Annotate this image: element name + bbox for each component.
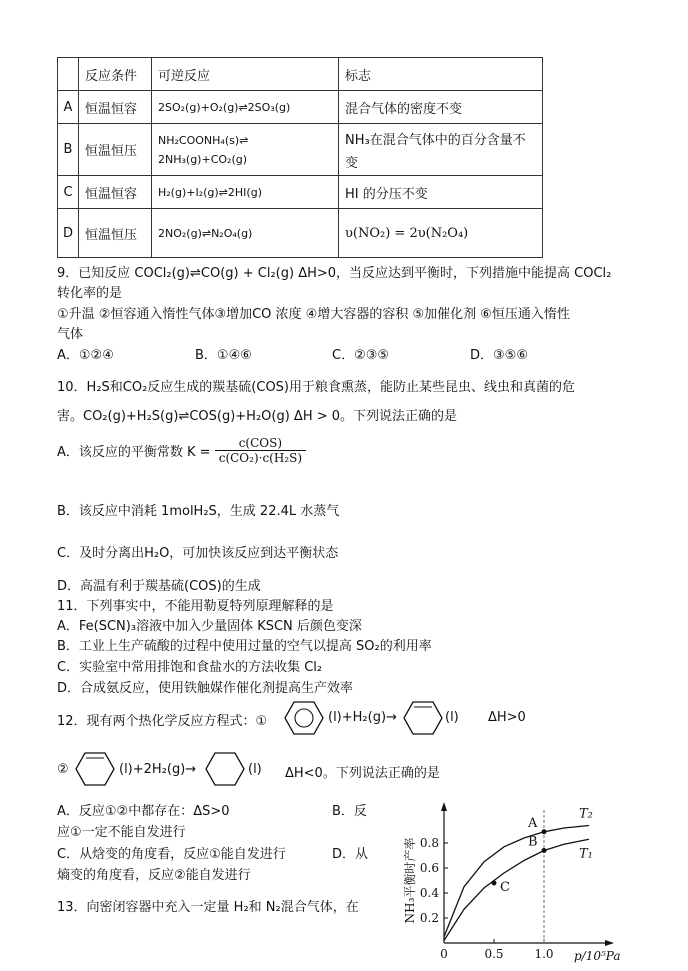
row-marker-line2: 变 [345,155,359,171]
row-marker: NH₃在混合气体中的百分含量不 [345,132,526,148]
row-marker-cell [339,124,543,176]
q11-option-c: C．实验室中常用排饱和食盐水的方法收集 Cl₂ [57,660,323,675]
row-condition: 恒温恒容 [79,91,152,124]
row-marker: 混合气体的密度不变 [339,91,543,124]
point-label: C [500,880,510,895]
table-header-cell: 可逆反应 [152,58,339,91]
x-axis-label: p/10⁵Pa [574,949,621,963]
q10-option-a [57,436,306,465]
q11-stem: 11．下列事实中，不能用勒夏特列原理解释的是 [57,599,334,614]
table-header-cell: 反应条件 [79,58,152,91]
row-reaction-line2: 2NH₃(g)+CO₂(g) [158,152,248,166]
y-axis-arrow [441,802,447,811]
table-header-row [58,58,543,91]
table-header-cell [58,58,79,91]
q9-option-b: B．①④⑥ [195,348,252,363]
q12-r1-dh: ΔH>0 [488,710,526,725]
row-condition: 恒温恒压 [79,209,152,258]
row-condition: 恒温恒容 [79,176,152,209]
y-axis-label: NH₃平衡时产率 [403,837,417,924]
x-tick-label: 1.0 [534,947,554,961]
fraction-denominator: c(CO₂)·c(H₂S) [218,451,303,465]
q9-stem-line1: 9．已知反应 COCl₂(g)⇌CO(g) + Cl₂(g) ΔH>0，当反应达到平衡时，下列措施中能提高 COCl₂ [57,266,612,281]
table-row [58,209,543,258]
q9-option-a: A．①②④ [57,348,114,363]
series-line-t1 [444,839,589,940]
q13-stem: 13．向密闭容器中充入一定量 H₂和 N₂混合气体，在 [57,900,359,915]
q12-r1-end: (l) [445,710,459,725]
q12-option-c: C．从焓变的角度看，反应①能自发进行 [57,847,286,862]
cyclohexene-ring-icon [74,751,116,787]
q10-stem-line2: 害。CO₂(g)+H₂S(g)⇌COS(g)+H₂O(g) ΔH > 0。下列说法正确的是 [57,409,458,424]
q10-option-a-text: A．该反应的平衡常数 K = [57,445,211,460]
x-tick-label: 0 [440,947,448,961]
row-label: B [58,124,79,176]
x-axis-arrow [605,940,614,946]
point-label: A [528,815,538,831]
data-point [542,829,547,834]
q9-stem-line2: 转化率的是 [57,286,123,301]
nh3-yield-chart [388,795,688,971]
row-condition: 恒温恒压 [79,124,152,176]
q9-option-d: D．③⑤⑥ [470,348,528,363]
table-header-cell: 标志 [339,58,543,91]
q12-option-b-start: B．反 [332,804,367,819]
y-tick-label: 0.4 [419,886,439,900]
chart-plot-area [402,802,621,963]
q12-r2-mid: (l)+2H₂(g)→ [119,762,197,777]
q12-r1-mid: (l)+H₂(g)→ [328,710,397,725]
row-label: D [58,209,79,258]
x-tick-label: 0.5 [484,947,504,961]
q10-option-c: C．及时分离出H₂O，可加快该反应到达平衡状态 [57,546,339,561]
series-line-t2 [444,826,589,937]
row-marker: υ(NO₂) = 2υ(N₂O₄) [339,209,543,258]
q12-option-d-cont: 熵变的角度看，反应②能自发进行 [57,868,251,883]
q12-option-b-cont: 应①一定不能自发进行 [57,825,186,840]
q12-option-a: A．反应①②中都存在：ΔS>0 [57,804,230,819]
point-label: B [528,834,538,850]
row-reaction: NH₂COONH₄(s)⇌ [158,133,249,147]
q9-option-c: C．②③⑤ [332,348,390,363]
series-label: T₁ [579,846,593,862]
q11-option-d: D．合成氨反应，使用铁触媒作催化剂提高生产效率 [57,681,354,696]
q12-r2-end: (l) [248,762,262,777]
cyclohexane-ring-icon [204,751,246,787]
table-row [58,176,543,209]
row-reaction: 2SO₂(g)+O₂(g)⇌2SO₃(g) [152,91,339,124]
y-tick-label: 0.6 [419,861,439,875]
cyclohexene-ring-icon [402,700,444,736]
q12-stem: 12．现有两个热化学反应方程式：① [57,714,268,729]
y-tick-label: 0.8 [419,836,439,850]
fraction-numerator: c(COS) [215,436,306,451]
q10-option-d: D．高温有利于羰基硫(COS)的生成 [57,579,261,594]
table-row [58,124,543,176]
q10-stem-line1: 10．H₂S和CO₂反应生成的羰基硫(COS)用于粮食熏蒸，能防止某些昆虫、线虫和真菌的危 [57,380,576,395]
benzene-ring-icon [283,700,325,736]
q12-r2-dh: ΔH<0。下列说法正确的是 [285,766,440,781]
data-point [542,848,547,853]
series-label: T₂ [579,806,593,822]
row-label: A [58,91,79,124]
table-row [58,91,543,124]
equilibrium-constant-fraction [215,436,306,465]
q9-measures-line2: 气体 [57,327,84,342]
options-table [57,57,543,258]
row-reaction: 2NO₂(g)⇌N₂O₄(g) [152,209,339,258]
q12-r2-prefix: ② [57,762,69,777]
q12-option-d-start: D．从 [332,847,369,862]
y-tick-label: 0.2 [419,911,439,925]
data-point [492,881,497,886]
q9-measures-line1: ①升温 ②恒容通入惰性气体③增加CO 浓度 ④增大容器的容积 ⑤加催化剂 ⑥恒压通入惰性 [57,307,570,322]
row-marker: HI 的分压不变 [339,176,543,209]
row-reaction: H₂(g)+I₂(g)⇌2HI(g) [152,176,339,209]
row-label: C [58,176,79,209]
q11-option-a: A．Fe(SCN)₃溶液中加入少量固体 KSCN 后颜色变深 [57,619,362,634]
row-reaction-cell [152,124,339,176]
q10-option-b: B．该反应中消耗 1molH₂S，生成 22.4L 水蒸气 [57,504,340,519]
q11-option-b: B．工业上生产硫酸的过程中使用过量的空气以提高 SO₂的利用率 [57,639,432,654]
